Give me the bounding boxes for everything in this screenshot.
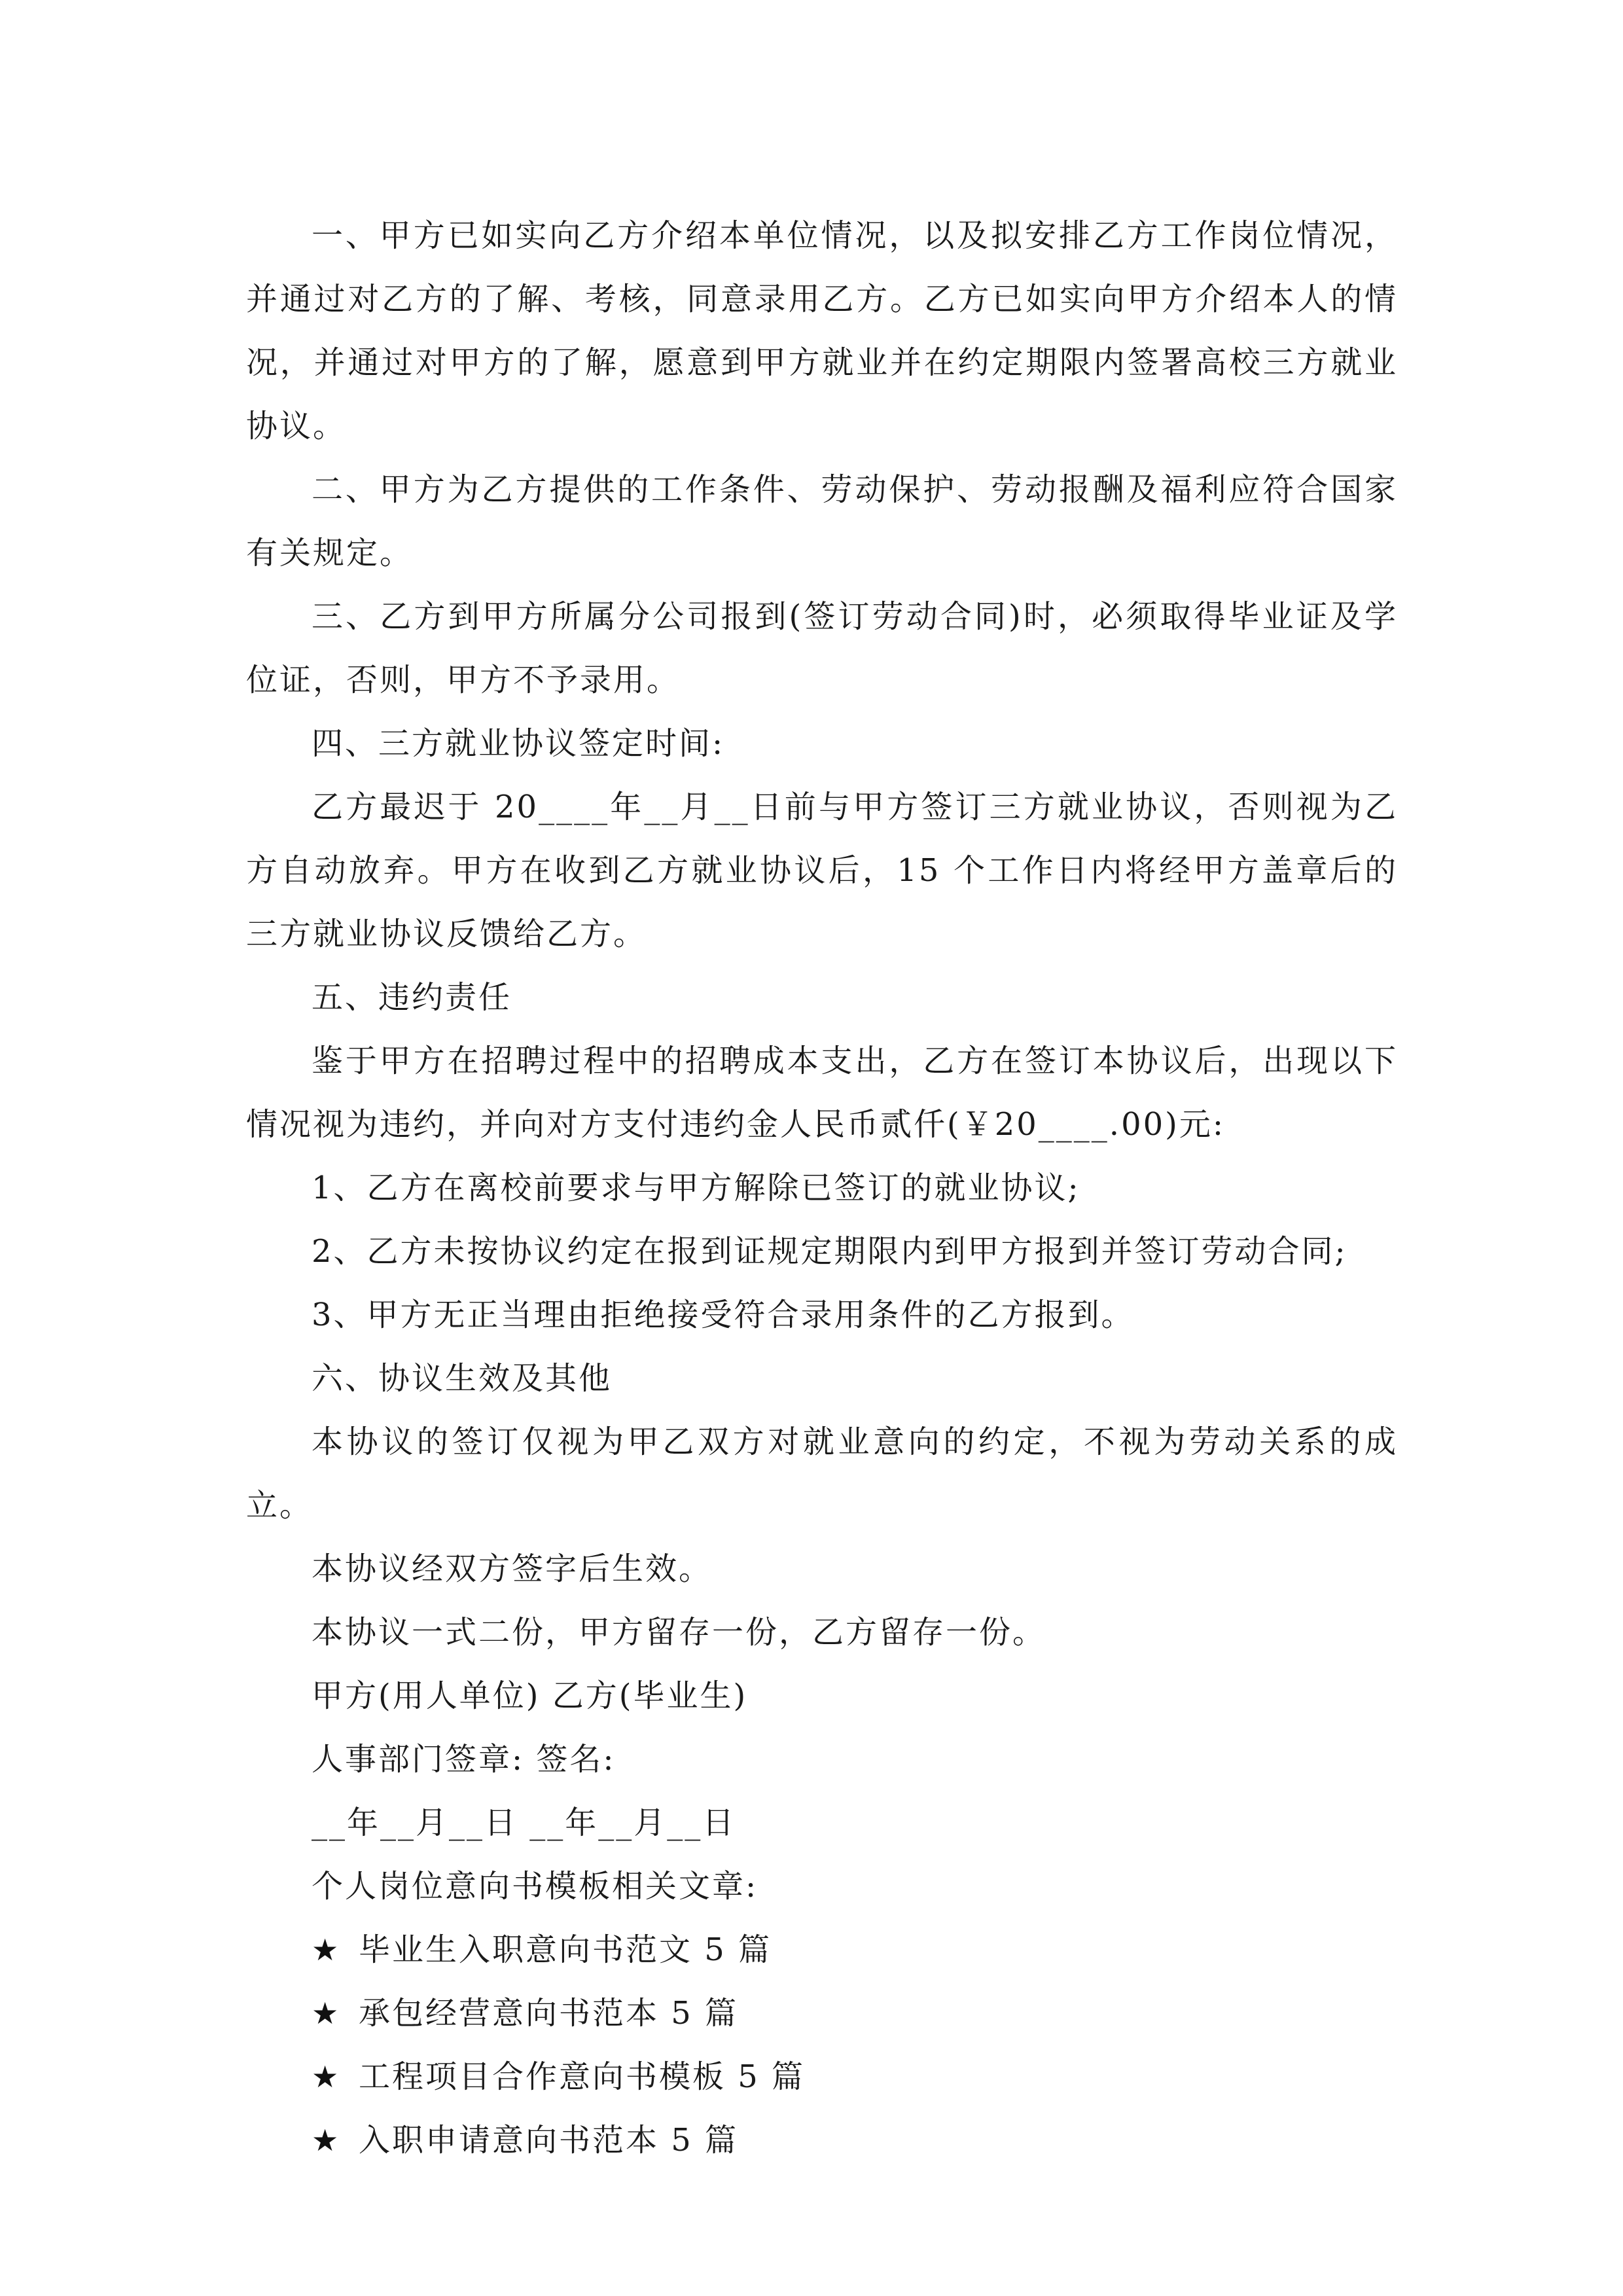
related-article-label: 工程项目合作意向书模板 5 篇 — [359, 2058, 806, 2095]
breach-item-1: 1、乙方在离校前要求与甲方解除已签订的就业协议; — [312, 1170, 1080, 1206]
clause-6-body-1: 本协议的签订仅视为甲乙双方对就业意向的约定，不视为劳动关系的成立。 — [246, 1424, 1398, 1524]
related-article-label: 承包经营意向书范本 5 篇 — [359, 1995, 739, 2032]
clause-6-body-2: 本协议经双方签字后生效。 — [312, 1551, 713, 1587]
related-article-link[interactable] — [246, 2045, 1398, 2109]
clause-5-body: 鉴于甲方在招聘过程中的招聘成本支出，乙方在签订本协议后，出现以下情况视为违约，并向对方支付违约金人民币贰仟(￥20____.00)元: — [246, 1043, 1398, 1143]
star-icon: ★ — [312, 1932, 341, 1967]
signature-fields: 人事部门签章: 签名: — [312, 1741, 616, 1778]
clause-6-heading: 六、协议生效及其他 — [312, 1360, 613, 1397]
star-icon: ★ — [312, 2059, 341, 2094]
related-article-label: 入职申请意向书范本 5 篇 — [359, 2122, 739, 2159]
signature-dates: __年__月__日 __年__月__日 — [312, 1804, 736, 1841]
clause-3: 三、乙方到甲方所属分公司报到(签订劳动合同)时，必须取得毕业证及学位证，否则，甲方不予录用。 — [246, 598, 1398, 698]
related-article-label: 毕业生入职意向书范文 5 篇 — [359, 1931, 772, 1968]
related-article-link[interactable] — [246, 1982, 1398, 2045]
clause-2: 二、甲方为乙方提供的工作条件、劳动保护、劳动报酬及福利应符合国家有关规定。 — [246, 471, 1398, 571]
breach-item-2: 2、乙方未按协议约定在报到证规定期限内到甲方报到并签订劳动合同; — [312, 1233, 1347, 1270]
document-body — [246, 204, 1398, 2172]
related-article-link[interactable] — [246, 2109, 1398, 2172]
clause-4-body: 乙方最迟于 20____年__月__日前与甲方签订三方就业协议，否则视为乙方自动放弃。甲方在收到乙方就业协议后，15 个工作日内将经甲方盖章后的三方就业协议反馈给乙方。 — [246, 789, 1398, 952]
star-icon: ★ — [312, 1996, 341, 2031]
clause-6-body-3: 本协议一式二份，甲方留存一份，乙方留存一份。 — [312, 1614, 1046, 1651]
signature-parties: 甲方(用人单位) 乙方(毕业生) — [312, 1677, 748, 1714]
related-articles-heading: 个人岗位意向书模板相关文章: — [312, 1868, 758, 1905]
star-icon: ★ — [312, 2123, 341, 2158]
clause-1: 一、甲方已如实向乙方介绍本单位情况，以及拟安排乙方工作岗位情况，并通过对乙方的了解、考核，同意录用乙方。乙方已如实向甲方介绍本人的情况，并通过对甲方的了解，愿意到甲方就业并在约定期限内签署高校三方就业协议。 — [246, 217, 1398, 444]
related-article-link[interactable] — [246, 1918, 1398, 1982]
clause-4-heading: 四、三方就业协议签定时间: — [312, 725, 725, 762]
clause-5-heading: 五、违约责任 — [312, 979, 512, 1016]
breach-item-3: 3、甲方无正当理由拒绝接受符合录用条件的乙方报到。 — [312, 1297, 1135, 1333]
